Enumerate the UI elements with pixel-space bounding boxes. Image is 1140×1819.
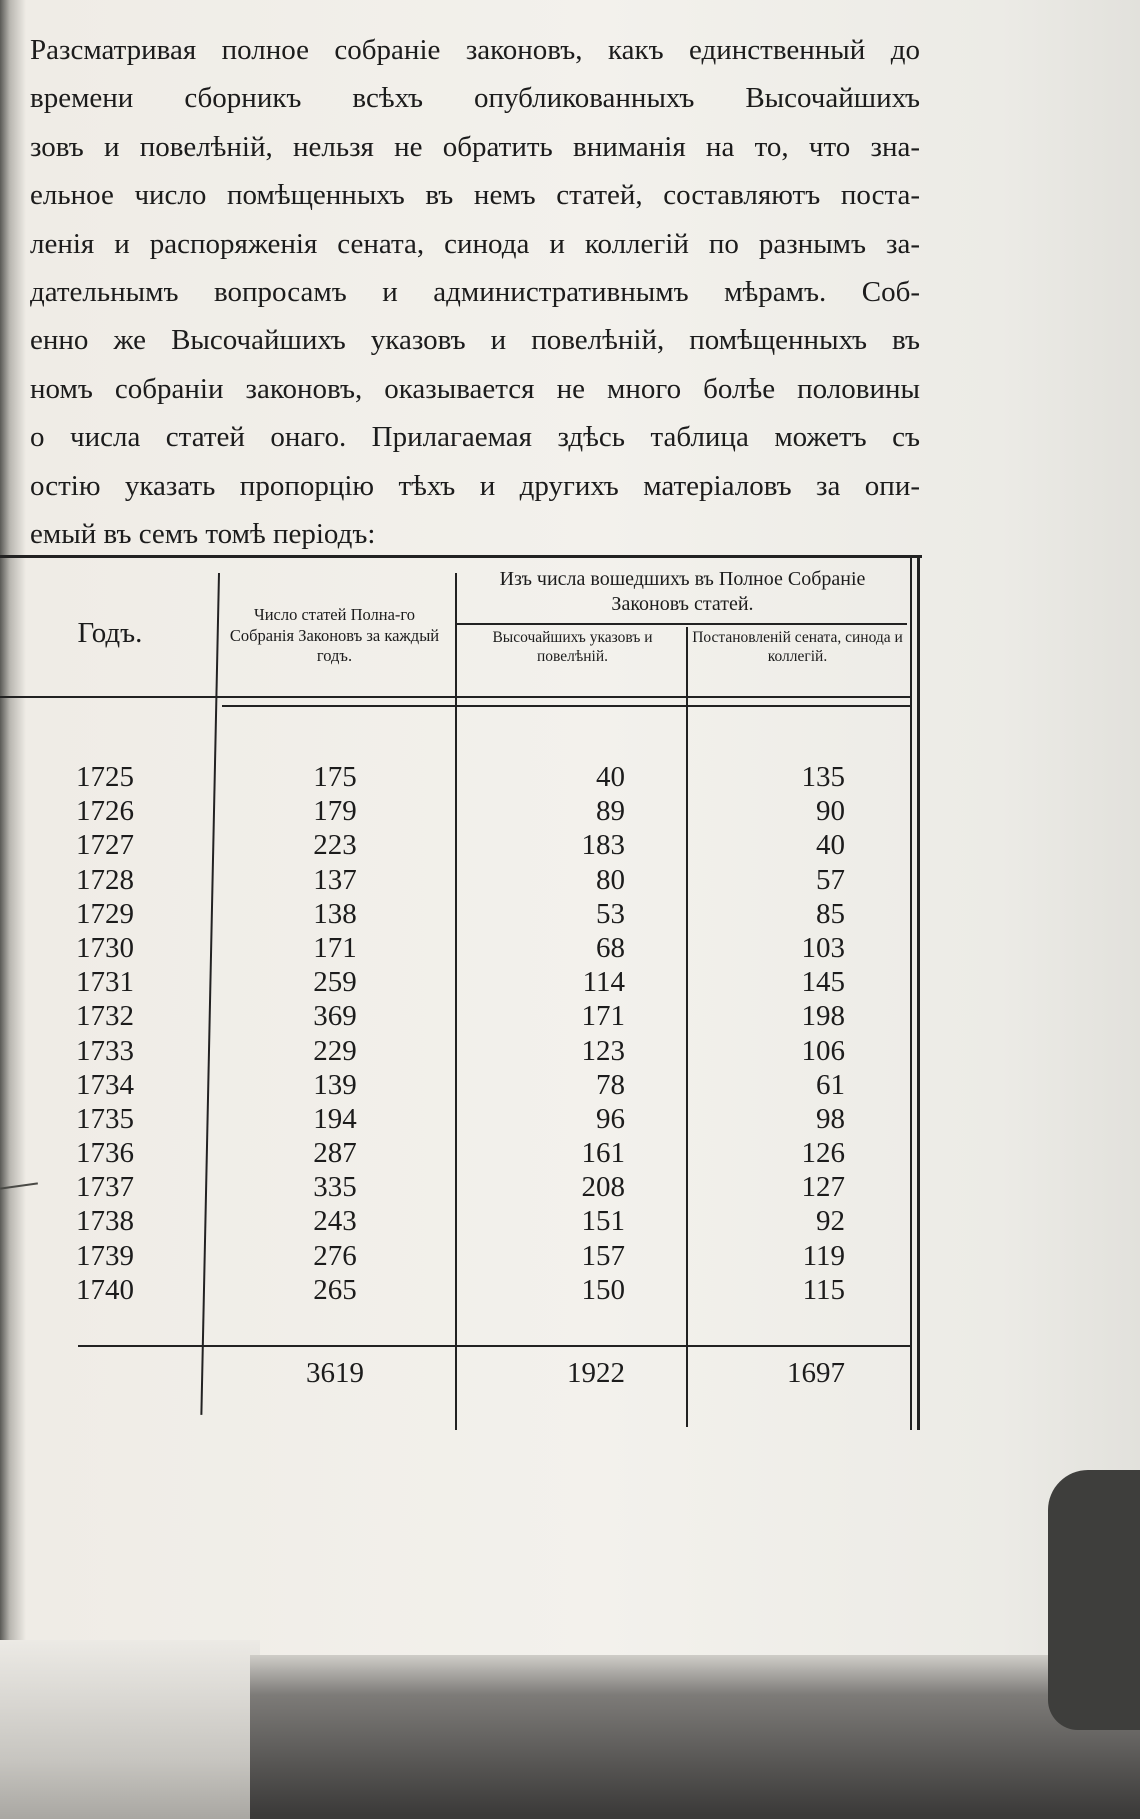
paragraph-line: зовъ и повелѣній, нельзя не обратить вниманія на то, что зна- [30, 130, 920, 163]
paragraph-line: Разсматривая полное собраніе законовъ, какъ единственный до [30, 34, 920, 66]
scan-shadow-right [1048, 1470, 1140, 1730]
paragraph-line: номъ собраніи законовъ, оказывается не много болѣе половины [30, 372, 920, 405]
imperial-cell: 123 [581, 1034, 625, 1067]
paragraph-line: енно же Высочайшихъ указовъ и повелѣній, помѣщенныхъ въ [30, 324, 920, 357]
imperial-cell: 157 [581, 1239, 625, 1272]
total-cell: 138 [313, 897, 357, 930]
imperial-cell: 89 [596, 795, 625, 828]
total-cell: 276 [313, 1239, 357, 1272]
sum-imperial-decrees: 1922 [567, 1357, 625, 1389]
imperial-cell: 68 [596, 931, 625, 964]
total-cell: 265 [313, 1273, 357, 1306]
imperial-cell: 171 [581, 1000, 625, 1033]
imperial-cell: 78 [596, 1068, 625, 1101]
year-cell: 1731 [76, 966, 134, 999]
senate-cell: 115 [802, 1273, 845, 1306]
statistics-table [0, 555, 925, 1430]
year-cell: 1726 [76, 795, 134, 828]
paragraph-line: времени сборникъ всѣхъ опубликованныхъ Высочайшихъ [30, 82, 920, 115]
year-cell: 1728 [76, 863, 134, 896]
group-header-rule [455, 623, 907, 625]
year-cell: 1729 [76, 897, 134, 930]
total-cell: 137 [313, 863, 357, 896]
imperial-cell: 151 [581, 1205, 625, 1238]
senate-cell: 57 [816, 863, 845, 896]
senate-column [720, 760, 845, 1307]
year-cell: 1738 [76, 1205, 134, 1238]
header-year: Годъ. [77, 617, 143, 649]
senate-cell: 145 [801, 966, 845, 999]
total-cell: 179 [313, 795, 357, 828]
total-column [250, 760, 420, 1307]
divider-total-imperial [455, 573, 457, 1430]
header-imperial-decrees: Высочайшихъ указовъ и повелѣній. [492, 629, 653, 666]
senate-cell: 135 [801, 761, 845, 793]
intro-paragraph [30, 26, 920, 558]
year-cell: 1727 [76, 829, 134, 862]
scan-background-bottom [250, 1655, 1140, 1819]
imperial-cell: 96 [596, 1102, 625, 1135]
table-right-rule [910, 555, 912, 1430]
body-top-rule [222, 705, 910, 707]
year-cell: 1733 [76, 1034, 134, 1067]
scan-background-left [0, 1640, 260, 1819]
imperial-cell: 161 [581, 1137, 625, 1170]
senate-cell: 126 [801, 1137, 845, 1170]
year-cell: 1736 [76, 1137, 134, 1170]
total-cell: 223 [313, 829, 357, 862]
total-cell: 243 [313, 1205, 357, 1238]
senate-cell: 106 [801, 1034, 845, 1067]
table-top-rule [0, 555, 922, 558]
paragraph-line: емый въ семъ томѣ періодъ: [30, 517, 376, 550]
senate-cell: 40 [816, 829, 845, 862]
header-total-articles: Число статей Полна-го Собранія Законовъ за каждый годъ. [229, 605, 440, 666]
imperial-column [490, 760, 625, 1307]
year-cell: 1725 [76, 761, 134, 793]
sum-senate-resolutions: 1697 [787, 1357, 845, 1389]
total-cell: 139 [313, 1068, 357, 1101]
total-cell: 194 [313, 1102, 357, 1135]
imperial-cell: 40 [596, 761, 625, 793]
year-cell: 1739 [76, 1239, 134, 1272]
senate-cell: 98 [816, 1102, 845, 1135]
header-included-articles: Изъ числа вошедшихъ въ Полное Собраніе Законовъ статей. [499, 568, 866, 615]
paragraph-line: о числа статей онаго. Прилагаемая здѣсь таблица можетъ съ [30, 421, 920, 454]
senate-cell: 92 [816, 1205, 845, 1238]
sum-total-articles: 3619 [306, 1357, 364, 1389]
imperial-cell: 183 [581, 829, 625, 862]
divider-year-total [200, 573, 220, 1415]
imperial-cell: 80 [596, 863, 625, 896]
senate-cell: 119 [802, 1239, 845, 1272]
senate-cell: 90 [816, 795, 845, 828]
year-cell: 1732 [76, 1000, 134, 1033]
total-cell: 369 [313, 1000, 357, 1033]
year-cell: 1730 [76, 931, 134, 964]
paragraph-line: остію указать пропорцію тѣхъ и другихъ матеріаловъ за опи- [30, 469, 920, 502]
year-cell: 1735 [76, 1102, 134, 1135]
paragraph-line: ельное число помѣщенныхъ въ немъ статей, составляютъ поста- [30, 179, 920, 212]
header-senate-resolutions: Постановленій сената, синода и коллегій. [692, 629, 903, 666]
divider-imperial-senate [686, 627, 688, 1427]
year-cell: 1740 [76, 1273, 134, 1306]
paragraph-line: ленія и распоряженія сената, синода и коллегій по разнымъ за- [30, 227, 920, 260]
senate-cell: 85 [816, 897, 845, 930]
total-cell: 287 [313, 1137, 357, 1170]
imperial-cell: 208 [581, 1171, 625, 1204]
year-cell: 1737 [76, 1171, 134, 1204]
paragraph-line: дательнымъ вопросамъ и административнымъ мѣрамъ. Соб- [30, 275, 920, 308]
total-cell: 259 [313, 966, 357, 999]
senate-cell: 127 [801, 1171, 845, 1204]
total-cell: 175 [313, 761, 357, 793]
total-cell: 335 [313, 1171, 357, 1204]
senate-cell: 103 [801, 931, 845, 964]
year-cell: 1734 [76, 1068, 134, 1101]
imperial-cell: 114 [582, 966, 625, 999]
senate-cell: 61 [816, 1068, 845, 1101]
total-cell: 171 [313, 931, 357, 964]
total-cell: 229 [313, 1034, 357, 1067]
senate-cell: 198 [801, 1000, 845, 1033]
imperial-cell: 150 [581, 1273, 625, 1306]
table-right-rule-outer [917, 555, 920, 1430]
year-column [50, 760, 160, 1307]
imperial-cell: 53 [596, 897, 625, 930]
